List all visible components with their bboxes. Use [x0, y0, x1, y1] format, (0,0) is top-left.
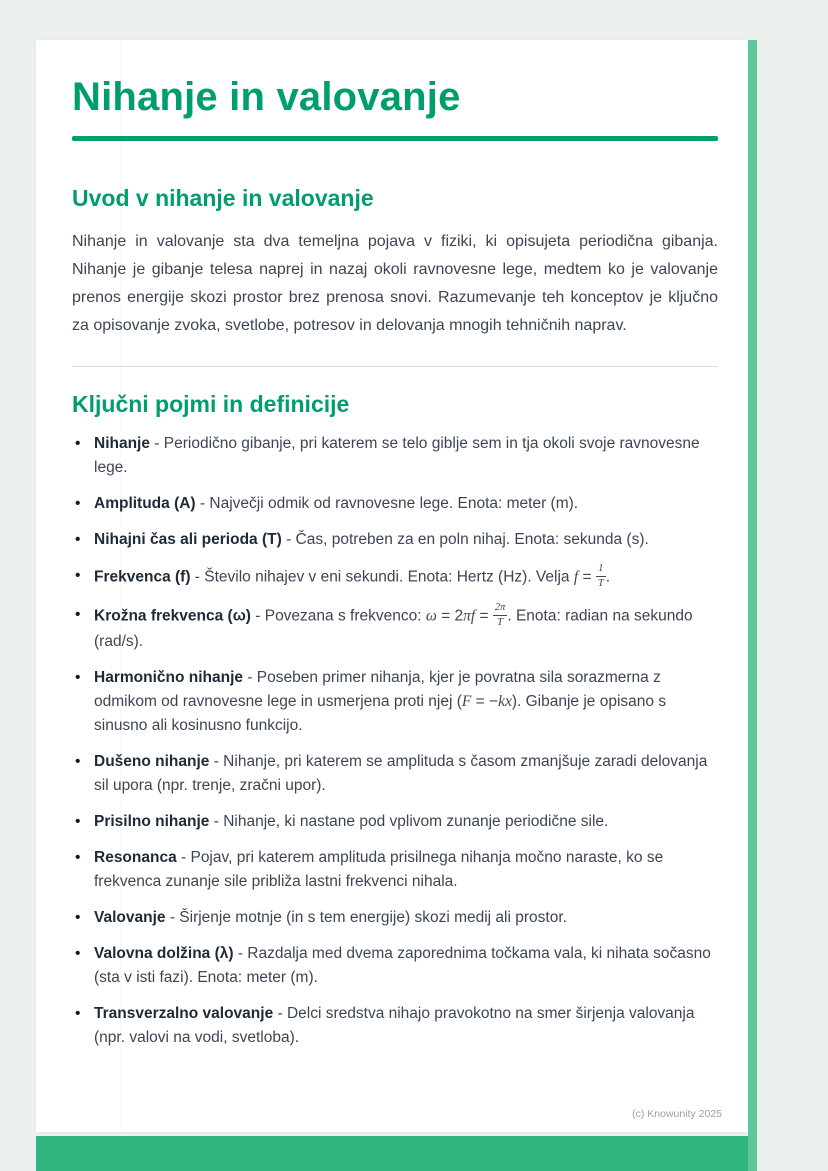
right-accent-bar	[748, 40, 757, 1171]
term-item	[72, 666, 718, 738]
terms-heading: Ključni pojmi in definicije	[72, 391, 350, 417]
term-item	[72, 432, 718, 480]
term-item	[72, 603, 718, 654]
term-text: - Čas, potreben za en poln nihaj. Enota: sekunda (s).	[281, 531, 649, 548]
page-title: Nihanje in valovanje	[72, 75, 461, 119]
term-item	[72, 564, 718, 591]
intro-paragraph: Nihanje in valovanje sta dva temeljna pojava v fiziki, ki opisujeta periodična gibanja. Nihanje je gibanje telesa naprej in nazaj okoli ravnovesne lege, medtem ko je valovanje prenos energije skozi prostor brez prenosa snovi. Razumevanje teh konceptov je ključno za opisovanje zvoka, svetlobe, potresov in delovanja mnogih tehničnih naprav.	[72, 233, 718, 334]
math-expression: kx	[498, 693, 512, 711]
term-item	[72, 810, 718, 834]
term-text: - Poseben primer nihanja, kjer je povratna sila sorazmerna z odmikom od ravnovesne lege in usmerjena proti njej (	[94, 669, 661, 711]
term-label: Dušeno nihanje	[94, 753, 210, 771]
term-label: Prisilno nihanje	[94, 813, 210, 831]
term-item	[72, 942, 718, 990]
term-text: - Nihanje, ki nastane pod vplivom zunanje periodične sile.	[209, 813, 609, 831]
term-item	[72, 1002, 718, 1050]
term-text: - Število nihajev v eni sekundi. Enota: Hertz (Hz). Velja	[190, 568, 574, 586]
term-item	[72, 528, 718, 552]
term-text: = 2	[436, 607, 464, 625]
term-item	[72, 846, 718, 894]
term-text: =	[475, 607, 493, 625]
term-text: - Pojav, pri katerem amplituda prisilnega nihanja močno naraste, ko se frekvenca zunanje sile približa lastni frekvenci nihala.	[94, 849, 664, 891]
section-divider	[72, 366, 718, 367]
term-text: - Nihanje, pri katerem se amplituda s časom zmanjšuje zaradi delovanja sil upora (npr. trenje, zračni upor).	[94, 753, 708, 795]
term-text: ). Gibanje je opisano s sinusno ali kosinusno funkcijo.	[94, 693, 667, 735]
term-text: - Periodično gibanje, pri katerem se telo giblje sem in tja okoli svoje ravnovesne lege.	[94, 435, 700, 476]
term-text: = −	[471, 693, 499, 711]
term-text: - Delci sredstva nihajo pravokotno na smer širjenja valovanja (npr. valovi na vodi, svetloba).	[94, 1005, 695, 1047]
bottom-accent-bar	[36, 1136, 748, 1171]
term-label: Resonanca	[94, 849, 177, 867]
term-label: Krožna frekvenca (ω)	[94, 607, 251, 625]
fraction: $\frac{2\pi}{T}$	[494, 602, 506, 629]
math-expression: ω	[425, 607, 437, 625]
term-label: Frekvenca (f)	[94, 568, 191, 586]
term-label: Amplituda (A)	[94, 495, 196, 512]
term-label: Nihajni čas ali perioda (T)	[94, 531, 282, 548]
term-item	[72, 906, 718, 930]
term-text: - Povezana s frekvenco:	[250, 607, 426, 625]
term-text: =	[578, 568, 596, 586]
footer-credit: (c) Knowunity 2025	[632, 1108, 722, 1120]
fraction: $\frac{1}{T}$	[597, 563, 604, 590]
term-text: - Največji odmik od ravnovesne lege. Enota: meter (m).	[195, 495, 579, 512]
term-item	[72, 492, 718, 516]
term-label: Valovanje	[94, 909, 166, 927]
term-text: - Razdalja med dvema zaporednima točkama vala, ki nihata sočasno (sta v isti fazi). Enota: meter (m).	[94, 945, 711, 987]
title-rule	[72, 136, 718, 141]
term-label: Harmonično nihanje	[94, 669, 243, 687]
term-label: Valovna dolžina (λ)	[94, 945, 234, 963]
math-expression: f	[573, 568, 579, 586]
term-label: Transverzalno valovanje	[94, 1005, 274, 1023]
term-text: .	[605, 568, 610, 586]
math-expression: πf	[463, 607, 476, 625]
term-label: Nihanje	[94, 435, 150, 452]
terms-list	[72, 432, 718, 1050]
math-expression: F	[461, 693, 472, 711]
page	[36, 40, 748, 1132]
term-item	[72, 750, 718, 798]
term-text: - Širjenje motnje (in s tem energije) skozi medij ali prostor.	[165, 909, 567, 927]
intro-heading: Uvod v nihanje in valovanje	[72, 185, 374, 211]
term-text: . Enota: radian na sekundo (rad/s).	[94, 607, 693, 651]
